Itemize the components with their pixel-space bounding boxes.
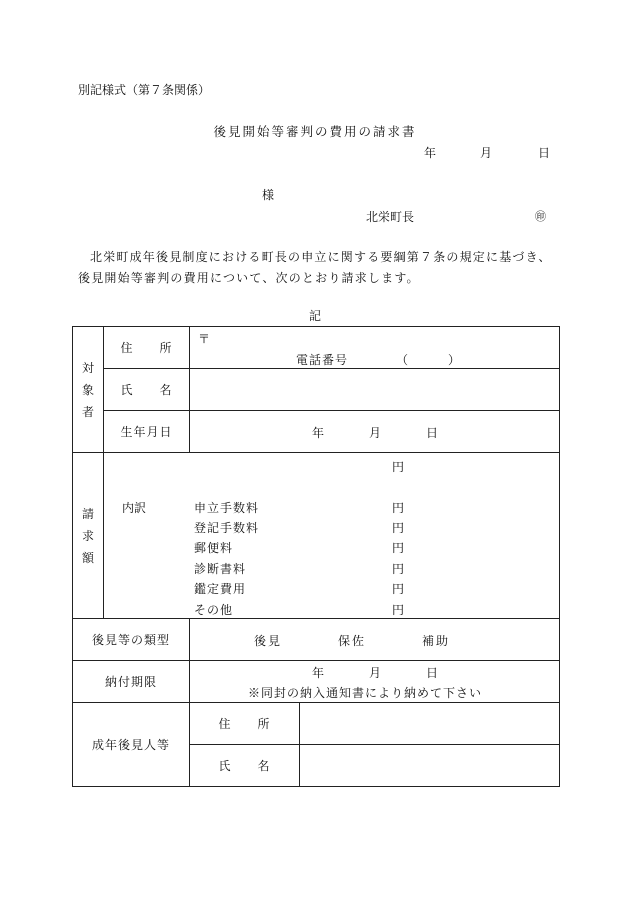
claim-item-label: 申立手数料 [194,501,260,515]
claim-amount-block[interactable] [104,453,560,619]
phone-paren-close: ） [448,353,461,367]
guardian-address-label: 住 所 [190,703,300,745]
type-label: 後見等の類型 [73,619,190,661]
phone-label: 電話番号 [296,353,349,367]
seal-mark: ㊞ [535,210,546,223]
deadline-note: ※同封の納入通知書により納めて下さい [248,686,483,700]
ki-heading: 記 [308,309,321,323]
phone-paren-open: （ [396,353,409,367]
deadline-year-label: 年 [312,666,325,680]
type-option-curatorship[interactable]: 保佐 [338,634,367,648]
birth-month-label: 月 [369,426,382,440]
guardian-name-field[interactable] [300,745,560,787]
type-option-guardianship[interactable]: 後見 [254,634,283,648]
claim-breakdown-label: 内訳 [122,501,147,515]
subject-address-field[interactable] [190,327,560,369]
form-label: 別記様式（第７条関係） [78,83,211,97]
claim-item-label: 郵便料 [194,541,234,555]
birth-year-label: 年 [312,426,325,440]
claim-item-label: 登記手数料 [194,521,260,535]
birth-day-label: 日 [426,426,439,440]
subject-address-label: 住 所 [104,327,190,369]
guardian-address-field[interactable] [300,703,560,745]
request-form-table [72,326,560,787]
claim-item-unit: 円 [392,562,405,576]
date-day-label: 日 [538,146,551,160]
deadline-month-label: 月 [369,666,382,680]
subject-group-label: 対 象 者 [73,327,104,453]
type-option-assistance[interactable]: 補助 [422,634,451,648]
deadline-day-label: 日 [426,666,439,680]
postal-mark: 〒 [198,332,211,346]
addressee-suffix: 様 [262,188,275,202]
claim-item-unit: 円 [392,603,405,617]
claim-group-label: 請 求 額 [73,453,104,619]
claim-item-unit: 円 [392,521,405,535]
claim-item-unit: 円 [392,501,405,515]
document-title: 後見開始等審判の費用の請求書 [213,124,417,139]
deadline-label: 納付期限 [73,661,190,703]
claim-item-label: 診断書料 [194,562,247,576]
date-month-label: 月 [480,146,493,160]
claim-item-unit: 円 [392,582,405,596]
guardian-name-label: 氏 名 [190,745,300,787]
subject-birth-label: 生年月日 [104,411,190,453]
date-year-label: 年 [424,146,437,160]
body-paragraph: 北栄町成年後見制度における町長の申立に関する要綱第７条の規定に基づき、後見開始等審判の費用について、次のとおり請求します。 [78,250,552,285]
claim-item-unit: 円 [392,541,405,555]
deadline-field[interactable] [190,661,560,703]
claim-total-unit: 円 [392,460,405,474]
subject-name-label: 氏 名 [104,369,190,411]
subject-name-field[interactable] [190,369,560,411]
issuer-name: 北栄町長 [366,210,415,224]
type-options[interactable] [190,619,560,661]
guardian-label: 成年後見人等 [73,703,190,787]
claim-item-label: その他 [194,603,234,617]
subject-birth-field[interactable] [190,411,560,453]
claim-item-label: 鑑定費用 [194,582,247,596]
